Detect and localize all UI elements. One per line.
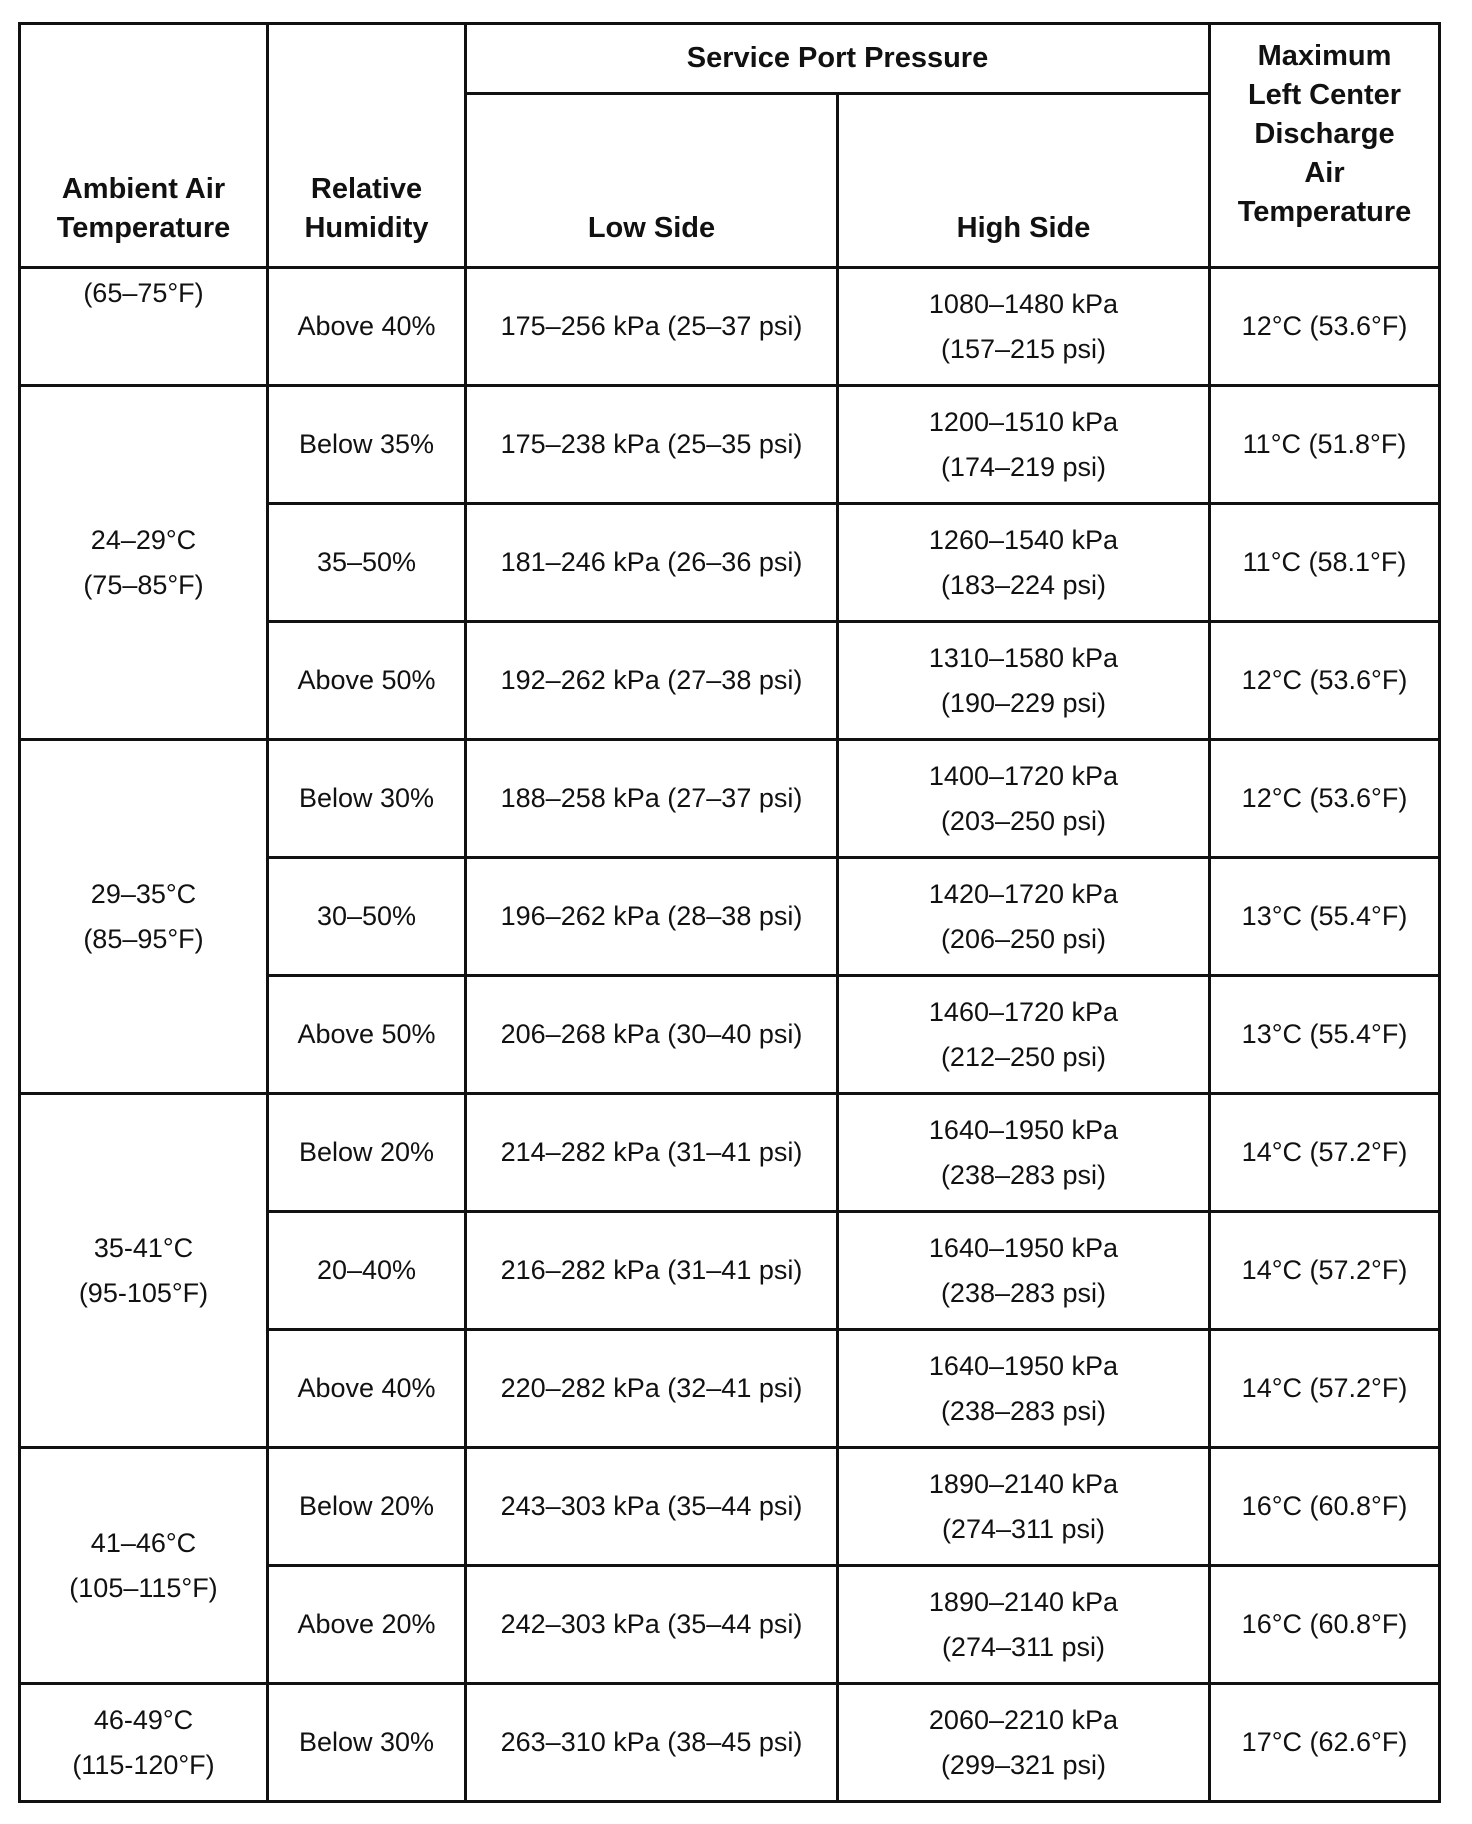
high-side-line: (212–250 psi)	[940, 1041, 1107, 1072]
table-body	[20, 268, 1440, 1802]
max-discharge-air-temperature-header: Maximum Left Center Discharge Air Temperature	[1210, 24, 1440, 268]
high-side-line: 1640–1950 kPa	[928, 1350, 1119, 1381]
humidity-cell: Above 40%	[268, 1330, 466, 1448]
low-side-cell: 206–268 kPa (30–40 psi)	[466, 976, 838, 1094]
ambient-temperature-line: 29–35°C	[90, 878, 197, 909]
relative-humidity-header: Relative Humidity	[268, 24, 466, 268]
high-side-line: 1200–1510 kPa	[928, 406, 1119, 437]
humidity-cell: Above 50%	[268, 622, 466, 740]
discharge-temperature-cell: 14°C (57.2°F)	[1210, 1094, 1440, 1212]
high-side-cell	[838, 858, 1210, 976]
high-side-cell	[838, 386, 1210, 504]
discharge-temperature-cell: 16°C (60.8°F)	[1210, 1448, 1440, 1566]
ambient-temperature-line: (75–85°F)	[83, 569, 204, 600]
humidity-cell: Below 20%	[268, 1448, 466, 1566]
ambient-temperature-cell	[20, 386, 268, 740]
ambient-temperature-line: 24–29°C	[90, 524, 197, 555]
humidity-cell: Above 20%	[268, 1566, 466, 1684]
discharge-temperature-cell: 16°C (60.8°F)	[1210, 1566, 1440, 1684]
high-side-cell	[838, 1566, 1210, 1684]
humidity-cell: Above 50%	[268, 976, 466, 1094]
low-side-cell: 192–262 kPa (27–38 psi)	[466, 622, 838, 740]
high-side-cell	[838, 1448, 1210, 1566]
high-side-line: (183–224 psi)	[940, 569, 1107, 600]
high-side-header: High Side	[838, 94, 1210, 268]
high-side-cell	[838, 504, 1210, 622]
high-side-line: 1310–1580 kPa	[928, 642, 1119, 673]
high-side-cell	[838, 976, 1210, 1094]
ambient-temperature-line: (115-120°F)	[72, 1749, 215, 1780]
low-side-cell: 263–310 kPa (38–45 psi)	[466, 1684, 838, 1802]
table-row	[20, 386, 1440, 504]
humidity-cell: Above 40%	[268, 268, 466, 386]
high-side-line: (174–219 psi)	[940, 451, 1107, 482]
high-side-line: (206–250 psi)	[940, 923, 1107, 954]
high-side-line: (238–283 psi)	[940, 1159, 1107, 1190]
high-side-line: 1080–1480 kPa	[928, 288, 1119, 319]
service-port-pressure-header: Service Port Pressure	[466, 24, 1210, 94]
ambient-temperature-line: (65–75°F)	[83, 278, 204, 308]
high-side-line: 1890–2140 kPa	[928, 1468, 1119, 1499]
low-side-cell: 175–256 kPa (25–37 psi)	[466, 268, 838, 386]
ambient-temperature-cell	[20, 1094, 268, 1448]
humidity-cell: Below 20%	[268, 1094, 466, 1212]
low-side-cell: 188–258 kPa (27–37 psi)	[466, 740, 838, 858]
ambient-temperature-line: (95-105°F)	[78, 1277, 209, 1308]
ambient-temperature-line: (105–115°F)	[69, 1572, 218, 1603]
low-side-cell: 216–282 kPa (31–41 psi)	[466, 1212, 838, 1330]
discharge-temperature-cell: 12°C (53.6°F)	[1210, 622, 1440, 740]
pressure-table	[18, 22, 1441, 1803]
table-row	[20, 1684, 1440, 1802]
discharge-temperature-cell: 13°C (55.4°F)	[1210, 858, 1440, 976]
table-row	[20, 268, 1440, 386]
ambient-temperature-line: 46-49°C	[93, 1704, 194, 1735]
high-side-line: (238–283 psi)	[940, 1277, 1107, 1308]
high-side-line: 1420–1720 kPa	[928, 878, 1119, 909]
humidity-cell: 30–50%	[268, 858, 466, 976]
high-side-line: 1640–1950 kPa	[928, 1232, 1119, 1263]
ambient-air-temperature-header: Ambient Air Temperature	[20, 24, 268, 268]
high-side-line: 1890–2140 kPa	[928, 1586, 1119, 1617]
table-header	[20, 24, 1440, 268]
high-side-line: (203–250 psi)	[940, 805, 1107, 836]
high-side-line: 1460–1720 kPa	[928, 996, 1119, 1027]
high-side-line: (190–229 psi)	[940, 687, 1107, 718]
ambient-temperature-cell	[20, 1684, 268, 1802]
high-side-cell	[838, 1212, 1210, 1330]
discharge-temperature-cell: 12°C (53.6°F)	[1210, 740, 1440, 858]
discharge-temperature-cell: 11°C (58.1°F)	[1210, 504, 1440, 622]
high-side-cell	[838, 1684, 1210, 1802]
humidity-cell: 20–40%	[268, 1212, 466, 1330]
low-side-cell: 175–238 kPa (25–35 psi)	[466, 386, 838, 504]
humidity-cell: 35–50%	[268, 504, 466, 622]
high-side-line: 1400–1720 kPa	[928, 760, 1119, 791]
high-side-cell	[838, 1330, 1210, 1448]
low-side-cell: 220–282 kPa (32–41 psi)	[466, 1330, 838, 1448]
ambient-temperature-line: (85–95°F)	[83, 923, 204, 954]
low-side-cell: 214–282 kPa (31–41 psi)	[466, 1094, 838, 1212]
high-side-line: (274–311 psi)	[941, 1513, 1106, 1544]
table-row	[20, 740, 1440, 858]
low-side-cell: 196–262 kPa (28–38 psi)	[466, 858, 838, 976]
table-row	[20, 1448, 1440, 1566]
discharge-temperature-cell: 13°C (55.4°F)	[1210, 976, 1440, 1094]
ambient-temperature-line: 41–46°C	[90, 1527, 197, 1558]
high-side-line: (157–215 psi)	[940, 333, 1107, 364]
ambient-temperature-cell	[20, 1448, 268, 1684]
high-side-line: (274–311 psi)	[941, 1631, 1106, 1662]
low-side-header: Low Side	[466, 94, 838, 268]
humidity-cell: Below 30%	[268, 740, 466, 858]
high-side-line: (299–321 psi)	[940, 1749, 1107, 1780]
high-side-cell	[838, 1094, 1210, 1212]
high-side-line: (238–283 psi)	[940, 1395, 1107, 1426]
ambient-temperature-cell	[20, 740, 268, 1094]
low-side-cell: 181–246 kPa (26–36 psi)	[466, 504, 838, 622]
high-side-cell	[838, 622, 1210, 740]
humidity-cell: Below 30%	[268, 1684, 466, 1802]
humidity-cell: Below 35%	[268, 386, 466, 504]
discharge-temperature-cell: 11°C (51.8°F)	[1210, 386, 1440, 504]
low-side-cell: 243–303 kPa (35–44 psi)	[466, 1448, 838, 1566]
low-side-cell: 242–303 kPa (35–44 psi)	[466, 1566, 838, 1684]
high-side-cell	[838, 740, 1210, 858]
ambient-temperature-cell	[20, 268, 268, 386]
ambient-temperature-line: 35-41°C	[93, 1232, 194, 1263]
high-side-line: 1260–1540 kPa	[928, 524, 1119, 555]
discharge-temperature-cell: 14°C (57.2°F)	[1210, 1212, 1440, 1330]
high-side-line: 2060–2210 kPa	[928, 1704, 1119, 1735]
table-row	[20, 1094, 1440, 1212]
high-side-line: 1640–1950 kPa	[928, 1114, 1119, 1145]
high-side-cell	[838, 268, 1210, 386]
discharge-temperature-cell: 12°C (53.6°F)	[1210, 268, 1440, 386]
discharge-temperature-cell: 17°C (62.6°F)	[1210, 1684, 1440, 1802]
discharge-temperature-cell: 14°C (57.2°F)	[1210, 1330, 1440, 1448]
